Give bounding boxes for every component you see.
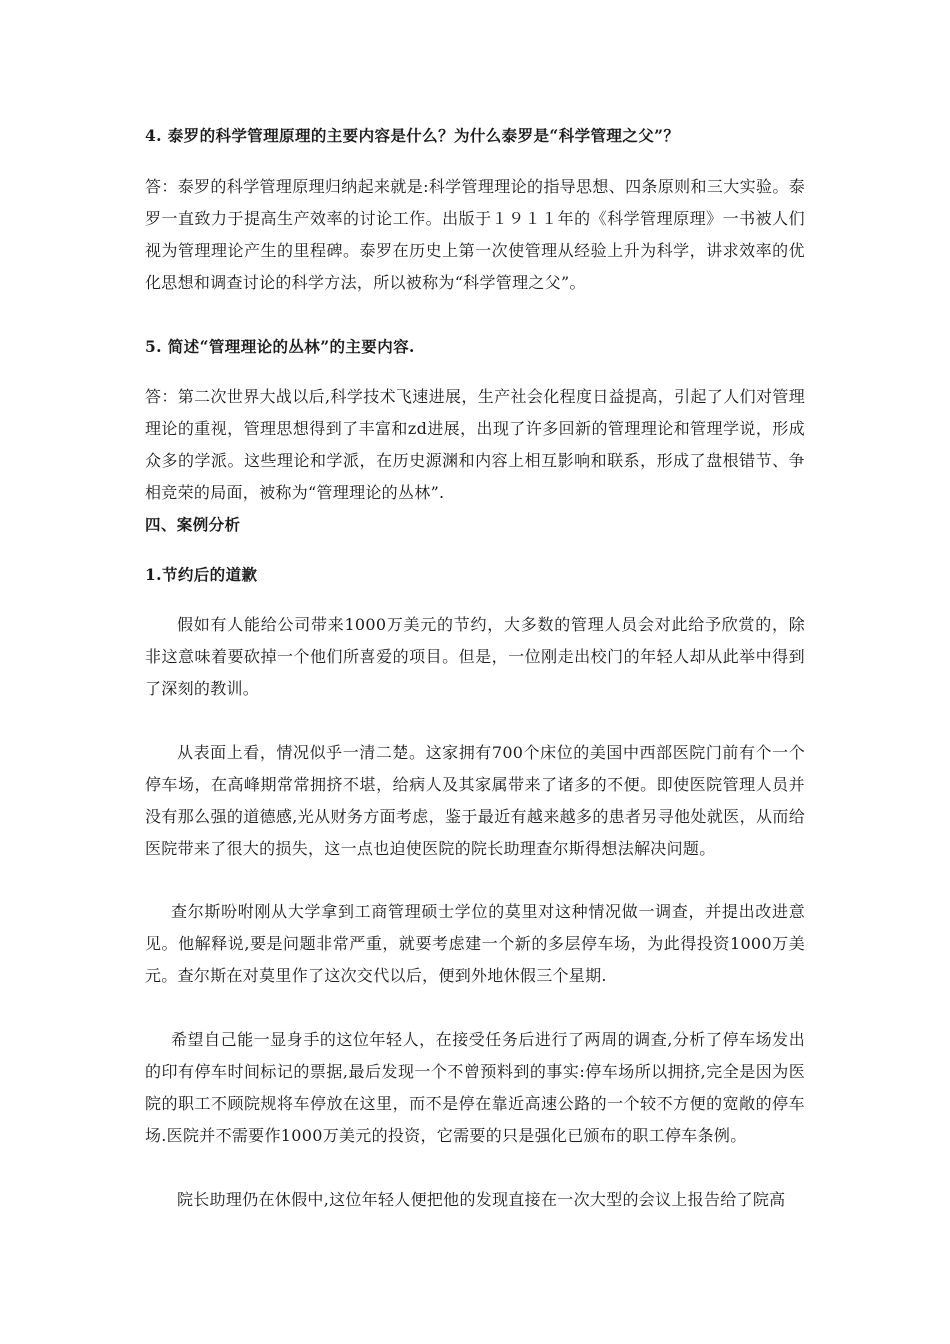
case-1-paragraph-2: 从表面上看，情况似乎一清二楚。这家拥有700个床位的美国中西部医院门前有个一个停车场，在高峰期常常拥挤不堪，给病人及其家属带来了诸多的不便。即使医院管理人员并没有那么强的道德感,光从财务方面考虑，鉴于最近有越来越多的患者另寻他处就医，从而给医院带来了很大的损失，这一点也迫使医院的院长助理查尔斯得想法解决问题。 bbox=[145, 743, 805, 858]
case-1-paragraph-4: 希望自己能一显身手的这位年轻人，在接受任务后进行了两周的调查,分析了停车场发出的印有停车时间标记的票据,最后发现一个不曾预料到的事实:停车场所以拥挤,完全是因为医院的职工不顾院规将车停放在这里，而不是停在靠近高速公路的一个较不方便的宽敞的停车场.医院并不需要作1000万美元的投资，它需要的只是强化已颁布的职工停车条例。 bbox=[145, 1030, 805, 1145]
section-heading: 四、案例分析 bbox=[145, 515, 241, 534]
question-4-heading: 4. 泰罗的科学管理原理的主要内容是什么？为什么泰罗是“科学管理之父”？ bbox=[145, 126, 680, 145]
question-4-answer: 答：泰罗的科学管理原理归纳起来就是:科学管理理论的指导思想、四条原则和三大实验。泰罗一直致力于提高生产效率的讨论工作。出版于１９１１年的《科学管理原理》一书被人们视为管理理论产生的里程碑。泰罗在历史上第一次使管理从经验上升为科学，讲求效率的优化思想和调查讨论的科学方法，所以被称为“科学管理之父”。 bbox=[145, 177, 805, 292]
question-5-answer: 答：第二次世界大战以后,科学技术飞速进展，生产社会化程度日益提高，引起了人们对管理理论的重视，管理思想得到了丰富和zd进展，出现了许多回新的管理理论和管理学说，形成众多的学派。这些理论和学派，在历史源渊和内容上相互影响和联系，形成了盘根错节、争相竞荣的局面，被称为“管理理论的丛林”. bbox=[145, 387, 805, 502]
case-1-heading: 1.节约后的道歉 bbox=[145, 565, 258, 584]
case-1-paragraph-3: 查尔斯吩咐刚从大学拿到工商管理硕士学位的莫里对这种情况做一调查，并提出改进意见。他解释说,要是问题非常严重，就要考虑建一个新的多层停车场，为此得投资1000万美元。查尔斯在对莫里作了这次交代以后，便到外地休假三个星期. bbox=[145, 902, 805, 985]
case-1-paragraph-5: 院长助理仍在休假中,这位年轻人便把他的发现直接在一次大型的会议上报告给了院高 bbox=[177, 1190, 786, 1209]
question-5-heading: 5. 简述“管理理论的丛林”的主要内容. bbox=[145, 337, 415, 356]
case-1-paragraph-1: 假如有人能给公司带来1000万美元的节约，大多数的管理人员会对此给予欣赏的，除非这意味着要砍掉一个他们所喜爱的项目。但是，一位刚走出校门的年轻人却从此举中得到了深刻的教训。 bbox=[145, 615, 805, 698]
